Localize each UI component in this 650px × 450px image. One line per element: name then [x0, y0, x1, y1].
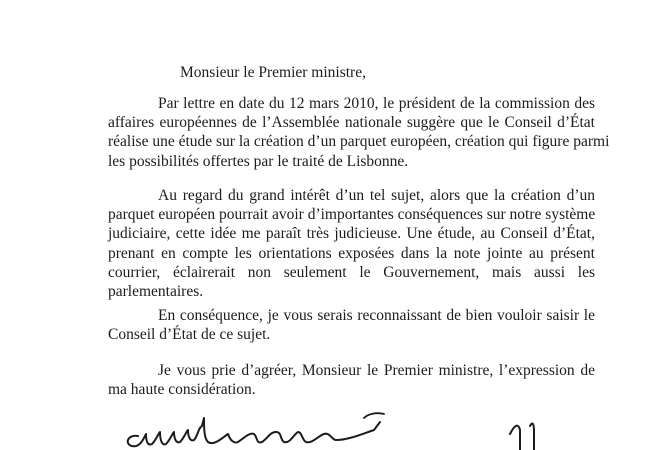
- paragraph-line: Je vous prie d’agréer, Monsieur le Premier ministre, l’expression de: [158, 362, 595, 379]
- paragraph-line: Au regard du grand intérêt d’un tel sujet, alors que la création d’un: [158, 187, 595, 204]
- paragraph-line: parlementaires.: [108, 282, 204, 300]
- paragraph-request: [108, 94, 610, 171]
- paragraph-request-referral: [108, 306, 595, 344]
- paragraph-line: judiciaire, cette idée me paraît très judicieuse. Une étude, au Conseil d’État,: [108, 225, 595, 243]
- paragraph-interest: [108, 186, 595, 301]
- paragraph-line: réalise une étude sur la création d’un parquet européen, création qui figure parmi: [108, 133, 610, 151]
- letter-salutation: Monsieur le Premier ministre,: [180, 64, 366, 81]
- paragraph-line: Conseil d’État de ce sujet.: [108, 326, 271, 344]
- paragraph-line: En conséquence, je vous serais reconnaissant de bien vouloir saisir le: [158, 307, 595, 324]
- paragraph-line: Par lettre en date du 12 mars 2010, le président de la commission des: [158, 95, 595, 112]
- paragraph-line: affaires européennes de l’Assemblée nationale suggère que le Conseil d’État: [108, 114, 595, 132]
- paragraph-line: prenant en compte les orientations exposées dans la note jointe au présent: [108, 244, 595, 262]
- paragraph-line: ma haute considération.: [108, 381, 256, 399]
- paragraph-closing: [108, 361, 595, 399]
- handwritten-signature: [118, 404, 598, 450]
- paragraph-line: parquet européen pourrait avoir d’importantes conséquences sur notre système: [108, 206, 596, 224]
- paragraph-line: les possibilités offertes par le traité de Lisbonne.: [108, 152, 409, 170]
- paragraph-line: courrier, éclairerait non seulement le Gouvernement, mais aussi les: [108, 263, 595, 281]
